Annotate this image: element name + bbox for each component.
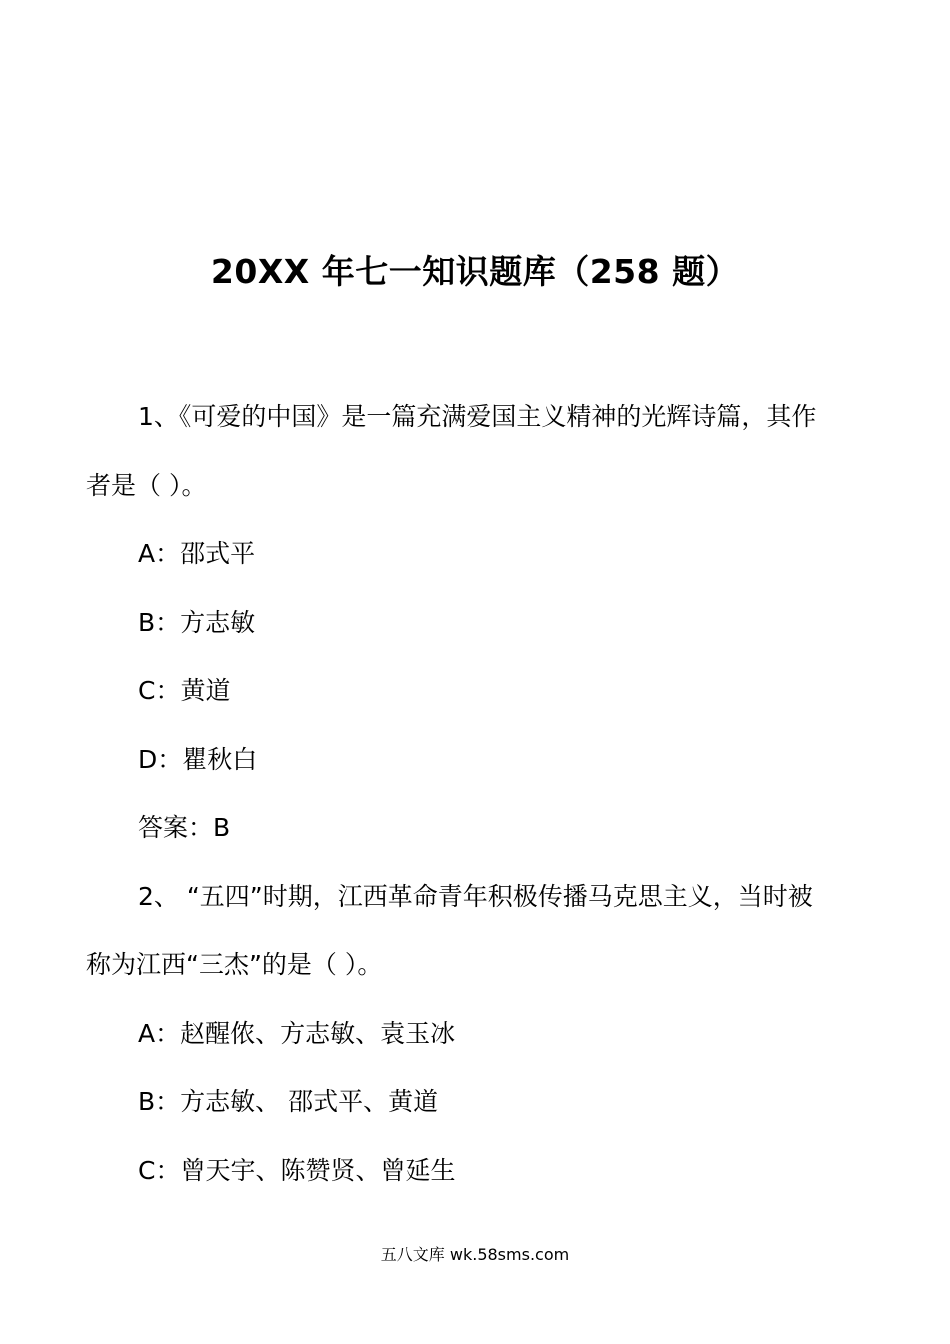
question-1-stem-line1: 1、《可爱的中国》是一篇充满爱国主义精神的光辉诗篇，其作 (138, 402, 817, 431)
question-1-option-d: D：瞿秋白 (138, 744, 258, 774)
document-body (86, 400, 866, 1222)
question-1-option-c: C：黄道 (138, 676, 231, 705)
question-1-stem-line2: 者是（ ）。 (86, 470, 207, 500)
question-2-option-b: B：方志敏、 邵式平、黄道 (138, 1087, 439, 1116)
question-2-stem-line1: 2、 “五四”时期，江西革命青年积极传播马克思主义，当时被 (138, 881, 813, 911)
question-1-option-b: B：方志敏 (138, 607, 256, 637)
question-2-option-a: A：赵醒侬、方志敏、袁玉冰 (138, 1018, 456, 1048)
question-1-option-a: A：邵式平 (138, 539, 256, 568)
footer-watermark: 五八文库 wk.58sms.com (380, 1245, 570, 1264)
question-2-stem-line2: 称为江西“三杰”的是（ ）。 (86, 950, 383, 979)
document-title: 20XX 年七一知识题库（258 题） (210, 252, 740, 291)
question-2-option-c: C：曾天宇、陈赞贤、曾延生 (138, 1155, 456, 1185)
question-1-answer: 答案：B (138, 813, 231, 842)
